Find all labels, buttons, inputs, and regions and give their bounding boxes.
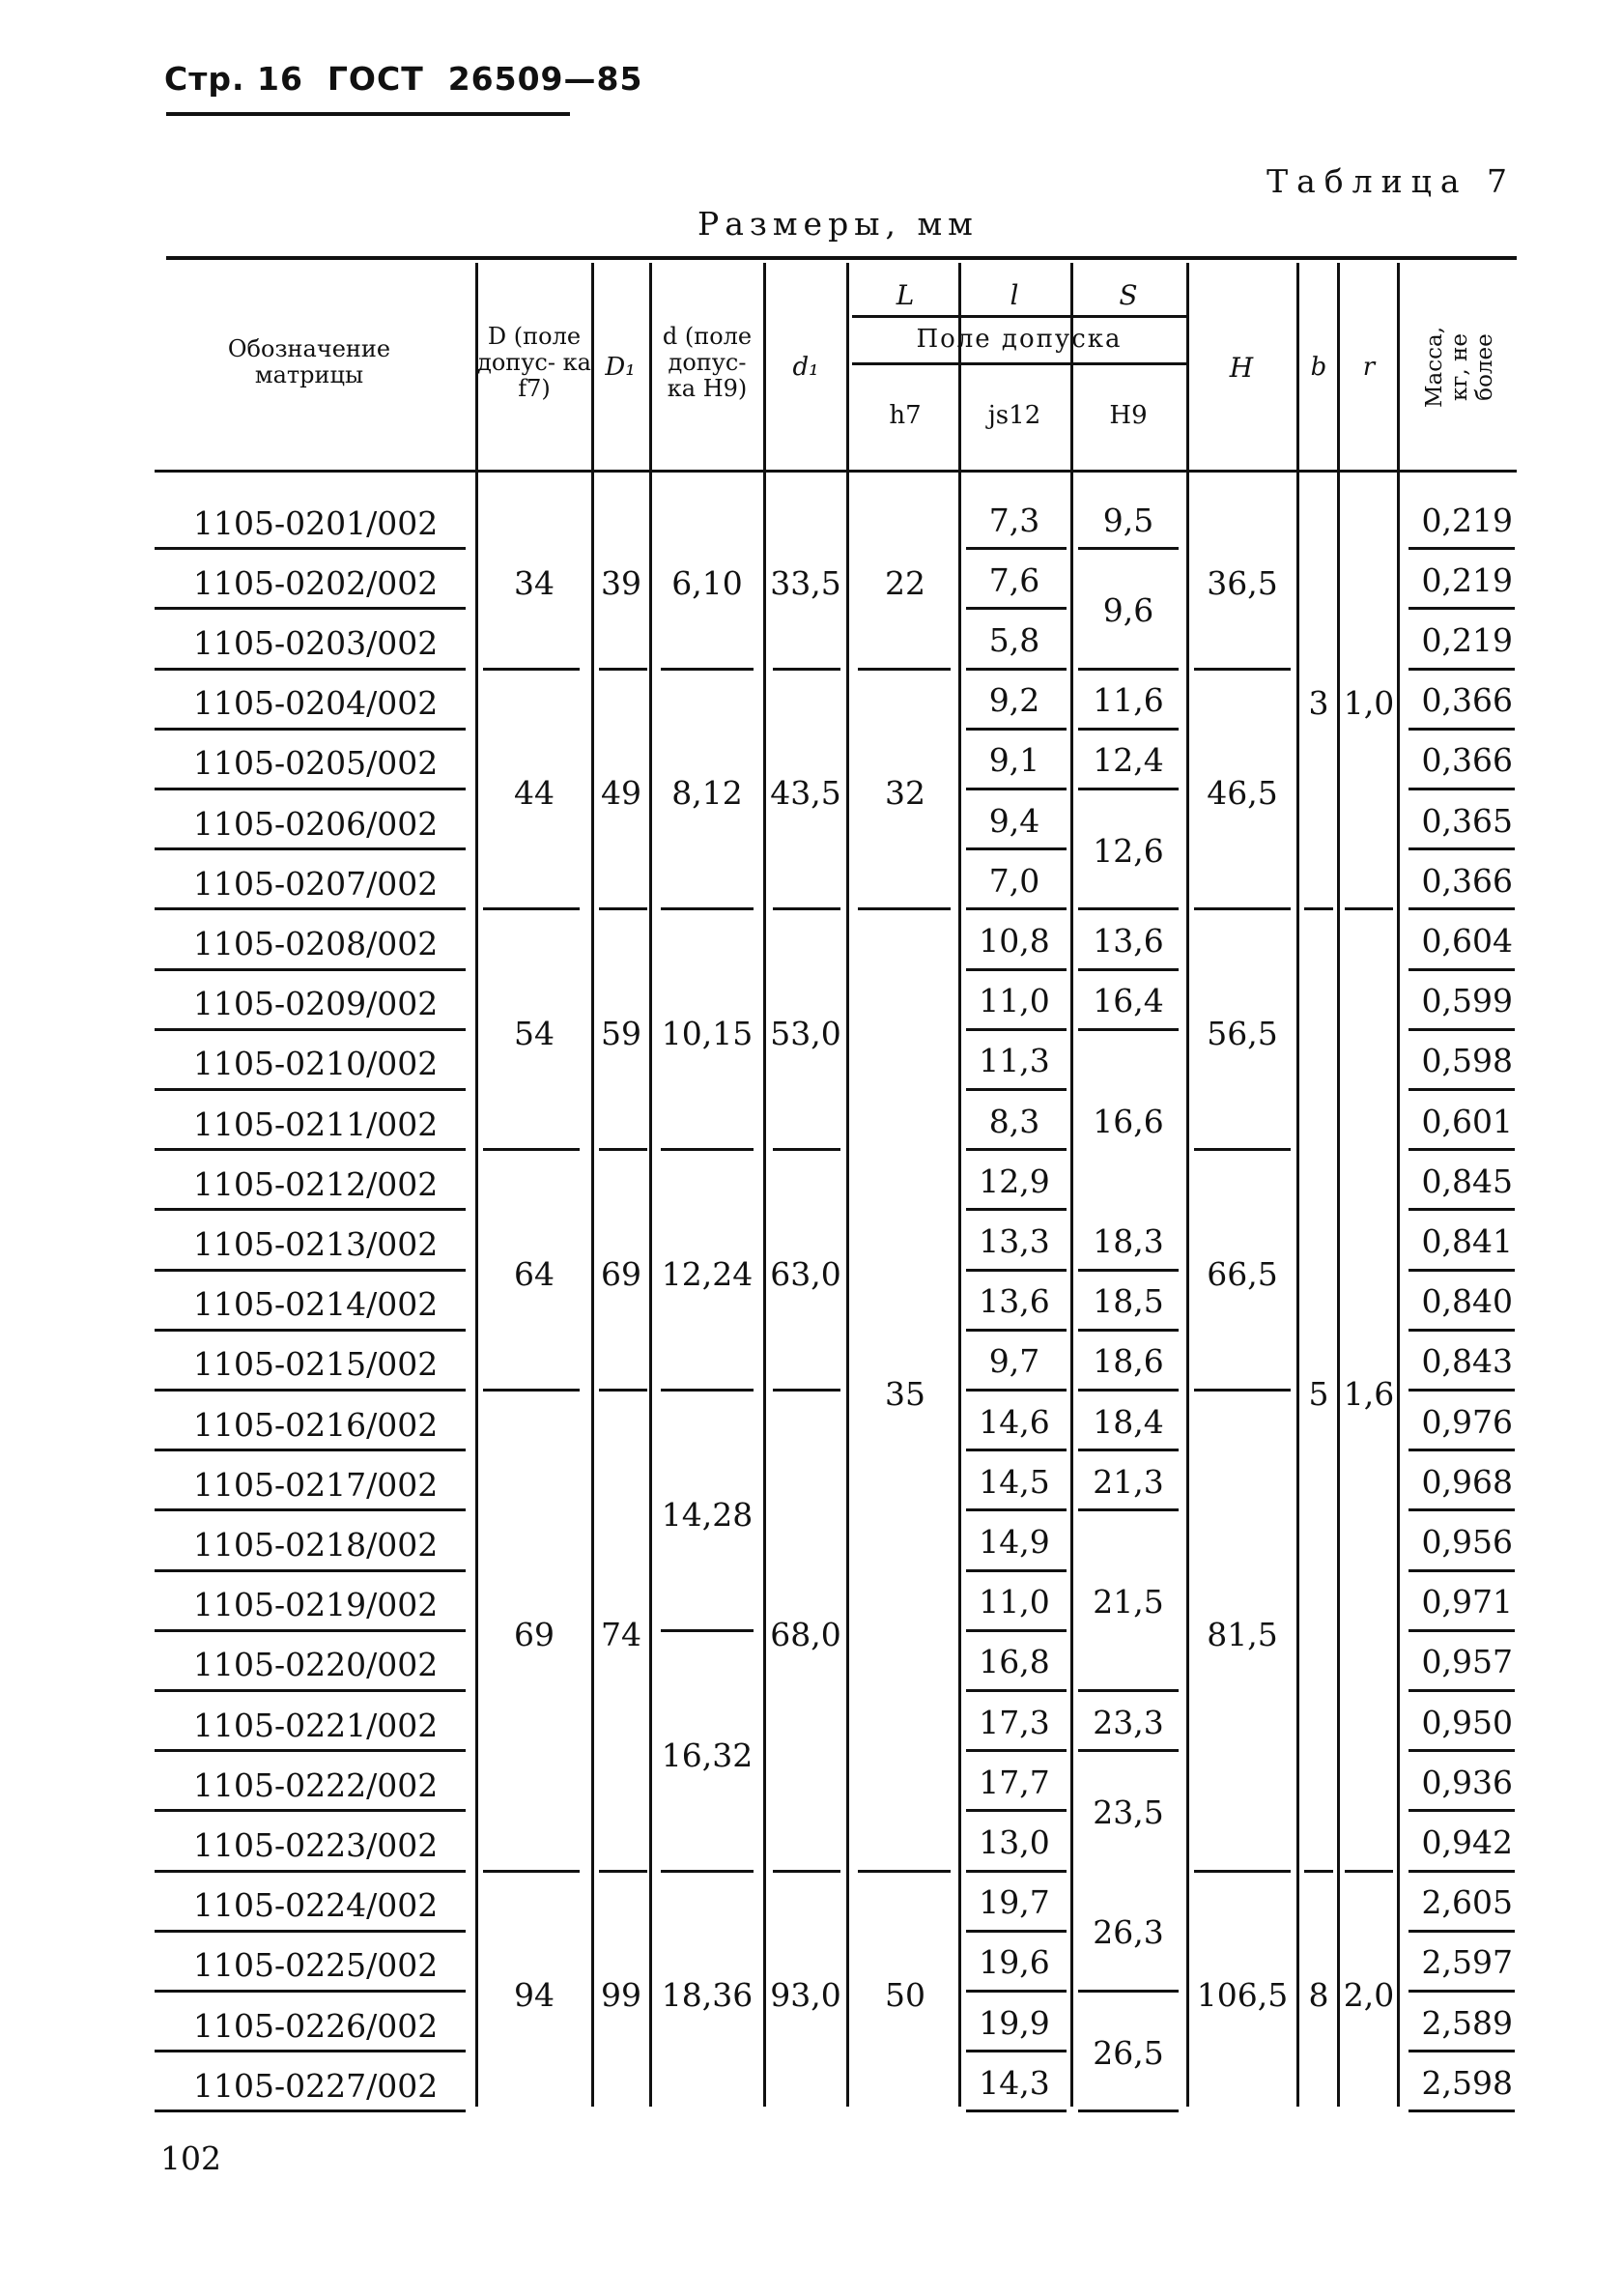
designation-cell: 1105-0227/002 <box>193 2066 439 2105</box>
d-value-cell: 6,10 <box>671 563 743 602</box>
designation-cell: 1105-0225/002 <box>193 1946 439 1985</box>
designation-cell: 1105-0206/002 <box>193 804 439 843</box>
D-value-cell: 69 <box>514 1616 555 1654</box>
vrule-7 <box>1070 263 1073 2107</box>
S-value-cell: 18,3 <box>1093 1221 1164 1260</box>
mass-value-cell: 0,845 <box>1421 1162 1513 1200</box>
mass-value-cell: 0,366 <box>1421 681 1513 720</box>
header-D1 <box>593 348 647 387</box>
S-rule <box>1078 1329 1179 1332</box>
l-value-cell: 14,3 <box>979 2063 1050 2102</box>
mass-rule <box>1409 907 1515 910</box>
mass-rule <box>1409 1629 1515 1632</box>
d-value-cell: 14,28 <box>661 1495 754 1534</box>
header-D: D (поле допус- ка f7) <box>477 322 591 402</box>
header-l: l <box>1010 278 1019 311</box>
D-value-cell: 44 <box>514 774 555 813</box>
mass-value-cell: 0,968 <box>1421 1462 1513 1501</box>
l-value-cell: 13,6 <box>979 1282 1050 1321</box>
l-value-cell: 19,6 <box>979 1943 1050 1982</box>
L-value-cell: 22 <box>885 563 925 602</box>
S-rule <box>1078 1269 1179 1272</box>
S-value-cell: 9,5 <box>1102 501 1154 539</box>
H-value-cell: 36,5 <box>1207 563 1278 602</box>
l-value-cell: 8,3 <box>988 1102 1040 1140</box>
d-value-cell: 12,24 <box>661 1255 754 1294</box>
header-rule <box>166 112 570 116</box>
S-value-cell: 23,5 <box>1093 1793 1164 1831</box>
l-value-cell: 7,3 <box>988 501 1040 539</box>
mass-rule <box>1409 1749 1515 1752</box>
mass-value-cell: 0,957 <box>1421 1643 1513 1681</box>
mass-value-cell: 0,219 <box>1421 501 1513 539</box>
mass-rule <box>1409 2050 1515 2052</box>
S-value-cell: 18,6 <box>1093 1342 1164 1381</box>
L-value-cell: 32 <box>885 774 925 813</box>
lis-rule <box>852 315 1186 318</box>
D1-value-cell: 99 <box>601 1976 641 2015</box>
designation-cell: 1105-0224/002 <box>193 1886 439 1925</box>
S-value-cell: 18,5 <box>1093 1282 1164 1321</box>
header-L-tol: h7 <box>889 400 922 430</box>
d-value-cell: 10,15 <box>661 1015 754 1053</box>
D-value-cell: 34 <box>514 563 555 602</box>
table-top-rule <box>166 256 1517 260</box>
l-rule <box>966 968 1067 971</box>
S-rule <box>1078 788 1179 790</box>
header-mass-text: Масса, кг, не более <box>1422 326 1497 409</box>
vrule-1 <box>475 263 478 2107</box>
D-value-cell: 64 <box>514 1255 555 1294</box>
l-rule <box>966 1569 1067 1572</box>
mass-rule <box>1409 1269 1515 1272</box>
mass-value-cell: 0,841 <box>1421 1221 1513 1260</box>
l-value-cell: 19,9 <box>979 2003 1050 2042</box>
l-rule <box>966 1269 1067 1272</box>
mass-rule <box>1409 2109 1515 2112</box>
S-rule <box>1078 1990 1179 1993</box>
mass-rule <box>1409 1870 1515 1873</box>
mass-value-cell: 2,597 <box>1421 1943 1513 1982</box>
l-value-cell: 13,3 <box>979 1221 1050 1260</box>
l-value-cell: 14,6 <box>979 1402 1050 1441</box>
header-r: r <box>1362 352 1376 382</box>
S-rule <box>1078 1689 1179 1692</box>
S-rule <box>1078 547 1179 550</box>
l-value-cell: 17,3 <box>979 1703 1050 1741</box>
mass-value-cell: 0,601 <box>1421 1102 1513 1140</box>
designation-cell: 1105-0204/002 <box>193 684 439 723</box>
S-value-cell: 12,6 <box>1093 831 1164 870</box>
l-value-cell: 11,0 <box>979 982 1050 1020</box>
S-value-cell: 16,4 <box>1093 982 1164 1020</box>
header-l-tol: js12 <box>987 400 1041 430</box>
l-value-cell: 9,7 <box>988 1342 1040 1381</box>
mass-value-cell: 0,366 <box>1421 861 1513 900</box>
l-value-cell: 13,0 <box>979 1822 1050 1861</box>
mass-value-cell: 2,589 <box>1421 2003 1513 2042</box>
S-rule <box>1078 1028 1179 1031</box>
H-value-cell: 81,5 <box>1207 1616 1278 1654</box>
designation-cell: 1105-0211/002 <box>193 1105 439 1143</box>
mass-value-cell: 0,604 <box>1421 921 1513 960</box>
l-value-cell: 12,9 <box>979 1162 1050 1200</box>
designation-cell: 1105-0219/002 <box>193 1586 439 1624</box>
d1-value-cell: 43,5 <box>770 774 841 813</box>
l-rule <box>966 1990 1067 1993</box>
l-value-cell: 7,0 <box>988 861 1040 900</box>
mass-value-cell: 2,605 <box>1421 1883 1513 1922</box>
mass-value-cell: 0,950 <box>1421 1703 1513 1741</box>
standard-label: ГОСТ <box>327 60 424 98</box>
d1-value-cell: 68,0 <box>770 1616 841 1654</box>
tolerance-rule <box>852 362 1186 365</box>
l-value-cell: 5,8 <box>988 620 1040 659</box>
l-rule <box>966 1329 1067 1332</box>
header-L: L <box>896 278 915 311</box>
S-value-cell: 13,6 <box>1093 921 1164 960</box>
S-value-cell: 11,6 <box>1093 681 1164 720</box>
mass-rule <box>1409 607 1515 610</box>
r-value-cell: 1,0 <box>1343 684 1395 723</box>
mass-rule <box>1409 1329 1515 1332</box>
designation-cell: 1105-0221/002 <box>193 1706 439 1744</box>
l-value-cell: 10,8 <box>979 921 1050 960</box>
designation-cell: 1105-0222/002 <box>193 1765 439 1804</box>
mass-rule <box>1409 1449 1515 1451</box>
l-rule <box>966 1809 1067 1812</box>
b-value-cell: 3 <box>1308 684 1329 723</box>
d1-value-cell: 33,5 <box>770 563 841 602</box>
S-rule <box>1078 1508 1179 1511</box>
header-designation: Обозначение матрицы <box>227 335 391 388</box>
l-rule <box>966 847 1067 850</box>
d1-value-cell: 53,0 <box>770 1015 841 1053</box>
S-value-cell: 26,3 <box>1093 1913 1164 1952</box>
H-value-cell: 56,5 <box>1207 1015 1278 1053</box>
l-rule <box>966 788 1067 790</box>
vrule-5 <box>846 263 849 2107</box>
S-value-cell: 26,5 <box>1093 2033 1164 2072</box>
designation-cell: 1105-0210/002 <box>193 1045 439 1083</box>
S-rule <box>1078 1389 1179 1392</box>
mass-value-cell: 0,976 <box>1421 1402 1513 1441</box>
l-value-cell: 9,4 <box>988 801 1040 840</box>
H-value-cell: 106,5 <box>1196 1976 1289 2015</box>
mass-value-cell: 0,843 <box>1421 1342 1513 1381</box>
designation-cell: 1105-0220/002 <box>193 1646 439 1684</box>
S-value-cell: 16,6 <box>1093 1102 1164 1140</box>
l-rule <box>966 907 1067 910</box>
S-rule <box>1078 728 1179 731</box>
l-value-cell: 16,8 <box>979 1643 1050 1681</box>
mass-rule <box>1409 668 1515 671</box>
D-value-cell: 94 <box>514 1976 555 2015</box>
designation-cell: 1105-0214/002 <box>193 1285 439 1324</box>
r-value-cell: 2,0 <box>1343 1976 1395 2015</box>
S-value-cell: 12,4 <box>1093 741 1164 780</box>
l-value-cell: 17,7 <box>979 1763 1050 1801</box>
mass-rule <box>1409 728 1515 731</box>
designation-cell: 1105-0201/002 <box>193 503 439 542</box>
L-value-cell: 35 <box>885 1375 925 1414</box>
vrule-4 <box>763 263 766 2107</box>
table-subtitle: Размеры, мм <box>697 205 979 243</box>
mass-rule <box>1409 1389 1515 1392</box>
mass-rule <box>1409 1148 1515 1151</box>
D1-value-cell: 74 <box>601 1616 641 1654</box>
l-rule <box>966 1930 1067 1933</box>
vrule-8 <box>1186 263 1189 2107</box>
designation-cell: 1105-0216/002 <box>193 1405 439 1444</box>
mass-rule <box>1409 1208 1515 1211</box>
mass-value-cell: 0,366 <box>1421 741 1513 780</box>
l-rule <box>966 1749 1067 1752</box>
l-rule <box>966 728 1067 731</box>
designation-cell: 1105-0212/002 <box>193 1164 439 1203</box>
designation-cell: 1105-0223/002 <box>193 1825 439 1864</box>
S-rule <box>1078 968 1179 971</box>
mass-rule <box>1409 547 1515 550</box>
mass-rule <box>1409 788 1515 790</box>
S-rule <box>1078 2109 1179 2112</box>
mass-rule <box>1409 1569 1515 1572</box>
mass-value-cell: 0,971 <box>1421 1583 1513 1622</box>
designation-cell: 1105-0209/002 <box>193 985 439 1023</box>
designation-cell: 1105-0226/002 <box>193 2006 439 2045</box>
S-rule <box>1078 1449 1179 1451</box>
l-value-cell: 19,7 <box>979 1883 1050 1922</box>
l-rule <box>966 1088 1067 1091</box>
D-value-cell: 54 <box>514 1015 555 1053</box>
mass-value-cell: 0,598 <box>1421 1042 1513 1080</box>
vrule-6 <box>958 263 961 2107</box>
header-b: b <box>1310 352 1327 382</box>
S-value-cell: 21,3 <box>1093 1462 1164 1501</box>
vrule-2 <box>591 263 594 2107</box>
mass-value-cell: 0,936 <box>1421 1763 1513 1801</box>
designation-cell: 1105-0205/002 <box>193 744 439 783</box>
l-value-cell: 7,6 <box>988 560 1040 599</box>
header-H: H <box>1229 351 1254 384</box>
l-value-cell: 11,3 <box>979 1042 1050 1080</box>
l-rule <box>966 1689 1067 1692</box>
l-rule <box>966 1870 1067 1873</box>
D1-value-cell: 69 <box>601 1255 641 1294</box>
header-S: S <box>1119 278 1138 311</box>
mass-rule <box>1409 1689 1515 1692</box>
S-rule <box>1078 1749 1179 1752</box>
D1-value-cell: 59 <box>601 1015 641 1053</box>
l-value-cell: 14,9 <box>979 1522 1050 1561</box>
r-value-cell: 1,6 <box>1343 1375 1395 1414</box>
mass-value-cell: 0,219 <box>1421 560 1513 599</box>
l-rule <box>966 1208 1067 1211</box>
d-value-cell: 8,12 <box>671 774 743 813</box>
b-value-cell: 5 <box>1308 1375 1329 1414</box>
mass-value-cell: 0,365 <box>1421 801 1513 840</box>
d-value-cell: 18,36 <box>661 1976 754 2015</box>
l-rule <box>966 1508 1067 1511</box>
H-value-cell: 46,5 <box>1207 774 1278 813</box>
l-rule <box>966 547 1067 550</box>
l-rule <box>966 1389 1067 1392</box>
table-title: Таблица 7 <box>1266 162 1516 200</box>
l-rule <box>966 1629 1067 1632</box>
b-value-cell: 8 <box>1308 1976 1329 2015</box>
mass-value-cell: 0,219 <box>1421 620 1513 659</box>
page-label: Стр. 16 <box>164 60 303 98</box>
mass-rule <box>1409 1028 1515 1031</box>
D1-value-cell: 39 <box>601 563 641 602</box>
vrule-10 <box>1337 263 1340 2107</box>
l-rule <box>966 1449 1067 1451</box>
designation-cell: 1105-0207/002 <box>193 864 439 903</box>
standard-number: 26509—85 <box>447 60 643 98</box>
d1-value-cell: 63,0 <box>770 1255 841 1294</box>
l-value-cell: 9,2 <box>988 681 1040 720</box>
S-value-cell: 9,6 <box>1102 590 1154 629</box>
header-d: d (поле допус- ка H9) <box>662 322 753 402</box>
designation-cell: 1105-0218/002 <box>193 1525 439 1564</box>
l-rule <box>966 1028 1067 1031</box>
mass-rule <box>1409 1990 1515 1993</box>
header-mass <box>1403 271 1517 464</box>
mass-value-cell: 0,942 <box>1421 1822 1513 1861</box>
d1-value-cell: 93,0 <box>770 1976 841 2015</box>
vrule-11 <box>1397 263 1400 2107</box>
D1-value-cell: 49 <box>601 774 641 813</box>
mass-rule <box>1409 1809 1515 1812</box>
header-tolerance-field: Поле допуска <box>916 324 1123 354</box>
S-rule <box>1078 907 1179 910</box>
mass-value-cell: 0,599 <box>1421 982 1513 1020</box>
designation-cell: 1105-0202/002 <box>193 563 439 602</box>
l-rule <box>966 2050 1067 2052</box>
page-number: 102 <box>160 2139 221 2177</box>
header-S-tol: H9 <box>1109 400 1148 430</box>
S-rule <box>1078 668 1179 671</box>
designation-cell: 1105-0217/002 <box>193 1465 439 1504</box>
mass-rule <box>1409 968 1515 971</box>
vrule-3 <box>649 263 652 2107</box>
S-value-cell: 18,4 <box>1093 1402 1164 1441</box>
mass-rule <box>1409 1088 1515 1091</box>
header-D1-text: D₁ <box>605 352 636 382</box>
L-value-cell: 50 <box>885 1976 925 2015</box>
page-header <box>164 60 642 98</box>
l-rule <box>966 607 1067 610</box>
l-value-cell: 11,0 <box>979 1583 1050 1622</box>
S-value-cell: 21,5 <box>1093 1583 1164 1622</box>
designation-cell: 1105-0213/002 <box>193 1224 439 1263</box>
mass-value-cell: 0,956 <box>1421 1522 1513 1561</box>
l-rule <box>966 668 1067 671</box>
header-d1 <box>767 348 844 387</box>
header-d1-text: d₁ <box>792 352 819 382</box>
S-value-cell: 23,3 <box>1093 1703 1164 1741</box>
l-value-cell: 14,5 <box>979 1462 1050 1501</box>
l-rule <box>966 2109 1067 2112</box>
l-value-cell: 9,1 <box>988 741 1040 780</box>
header-bottom-rule <box>155 470 1517 473</box>
mass-rule <box>1409 1508 1515 1511</box>
mass-value-cell: 2,598 <box>1421 2063 1513 2102</box>
mass-value-cell: 0,840 <box>1421 1282 1513 1321</box>
vrule-9 <box>1296 263 1299 2107</box>
designation-cell: 1105-0203/002 <box>193 623 439 662</box>
l-rule <box>966 1148 1067 1151</box>
d-value-cell: 16,32 <box>661 1736 754 1774</box>
designation-cell: 1105-0215/002 <box>193 1345 439 1384</box>
H-value-cell: 66,5 <box>1207 1255 1278 1294</box>
mass-rule <box>1409 847 1515 850</box>
mass-rule <box>1409 1930 1515 1933</box>
designation-cell: 1105-0208/002 <box>193 924 439 962</box>
